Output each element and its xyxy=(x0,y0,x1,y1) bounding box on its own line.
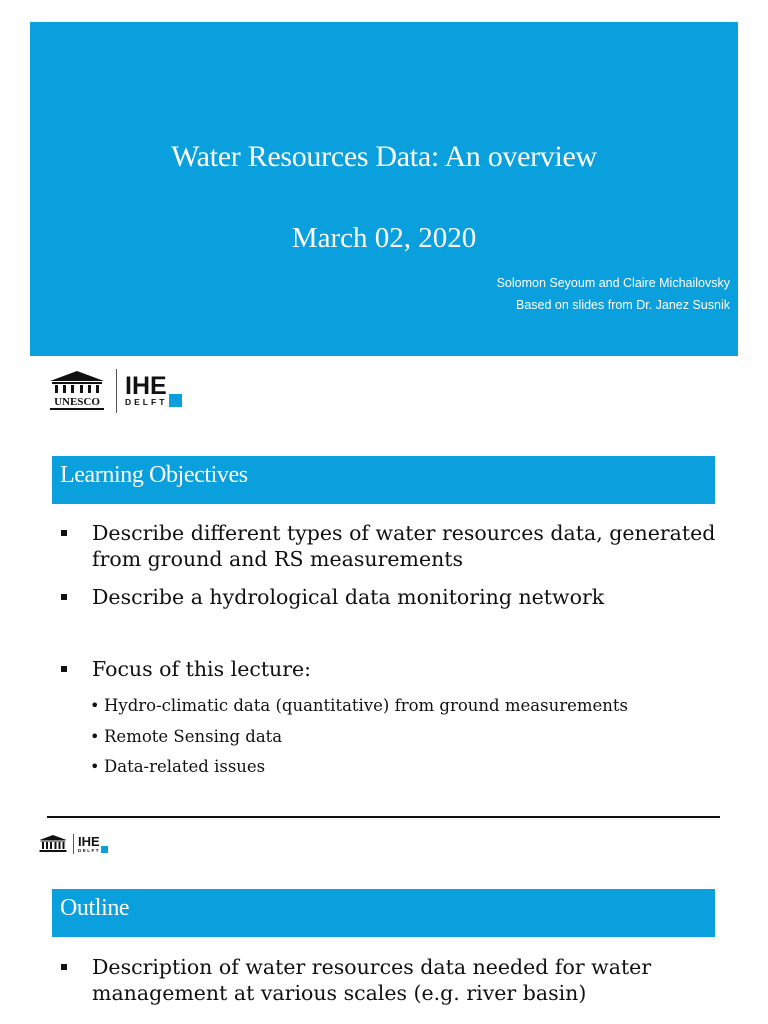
bullet-square-icon xyxy=(61,964,67,970)
slide-date: March 02, 2020 xyxy=(291,222,477,254)
sub-list-item: • Remote Sensing data xyxy=(90,722,628,753)
ihe-text: IHE xyxy=(125,372,167,400)
focus-sub-list xyxy=(90,691,628,783)
sub-list-item: • Data-related issues xyxy=(90,752,628,783)
bullet-square-icon xyxy=(61,594,67,600)
learning-objectives-heading: Learning Objectives xyxy=(52,456,715,504)
slide-authors xyxy=(497,272,730,316)
bullet-dot-icon: • xyxy=(90,696,100,715)
unesco-temple-icon xyxy=(48,369,106,413)
ihe-text: IHE xyxy=(78,833,100,849)
list-item: Focus of this lecture: xyxy=(58,656,738,682)
delft-text: DELFT xyxy=(125,397,168,407)
outline-heading: Outline xyxy=(52,889,715,937)
ihe-delft-wordmark xyxy=(117,372,168,407)
title-slide xyxy=(30,22,738,356)
bullet-square-icon xyxy=(61,666,67,672)
bullet-dot-icon: • xyxy=(90,726,100,746)
objectives-list xyxy=(58,656,738,682)
unesco-ihe-logo xyxy=(48,369,182,413)
outline-list xyxy=(58,954,738,1006)
slide-title: Water Resources Data: An overview xyxy=(171,140,597,173)
ihe-square-icon xyxy=(169,394,182,407)
authors-line: Solomon Seyoum and Claire Michailovsky xyxy=(496,276,730,290)
ihe-delft-wordmark xyxy=(74,833,100,853)
unesco-ihe-logo-small xyxy=(38,834,108,854)
objectives-list xyxy=(58,520,738,572)
list-item: Describe different types of water resources data, generated from ground and RS measurements xyxy=(58,520,738,572)
credits-line: Based on slides from Dr. Janez Susnik xyxy=(516,298,730,312)
ihe-square-icon xyxy=(101,846,108,853)
objectives-list xyxy=(58,584,738,610)
sub-list-item: • Hydro-climatic data (quantitative) from ground measurements xyxy=(90,691,628,722)
list-item: Description of water resources data needed for water management at various scales (e.g. river basin) xyxy=(58,954,738,1006)
unesco-temple-icon xyxy=(38,834,68,854)
bullet-dot-icon: • xyxy=(90,757,100,776)
unesco-label: UNESCO xyxy=(54,396,100,408)
list-item: Describe a hydrological data monitoring network xyxy=(58,584,738,610)
slide-separator xyxy=(47,816,720,818)
delft-text: DELFT xyxy=(78,847,100,853)
bullet-square-icon xyxy=(61,530,67,536)
